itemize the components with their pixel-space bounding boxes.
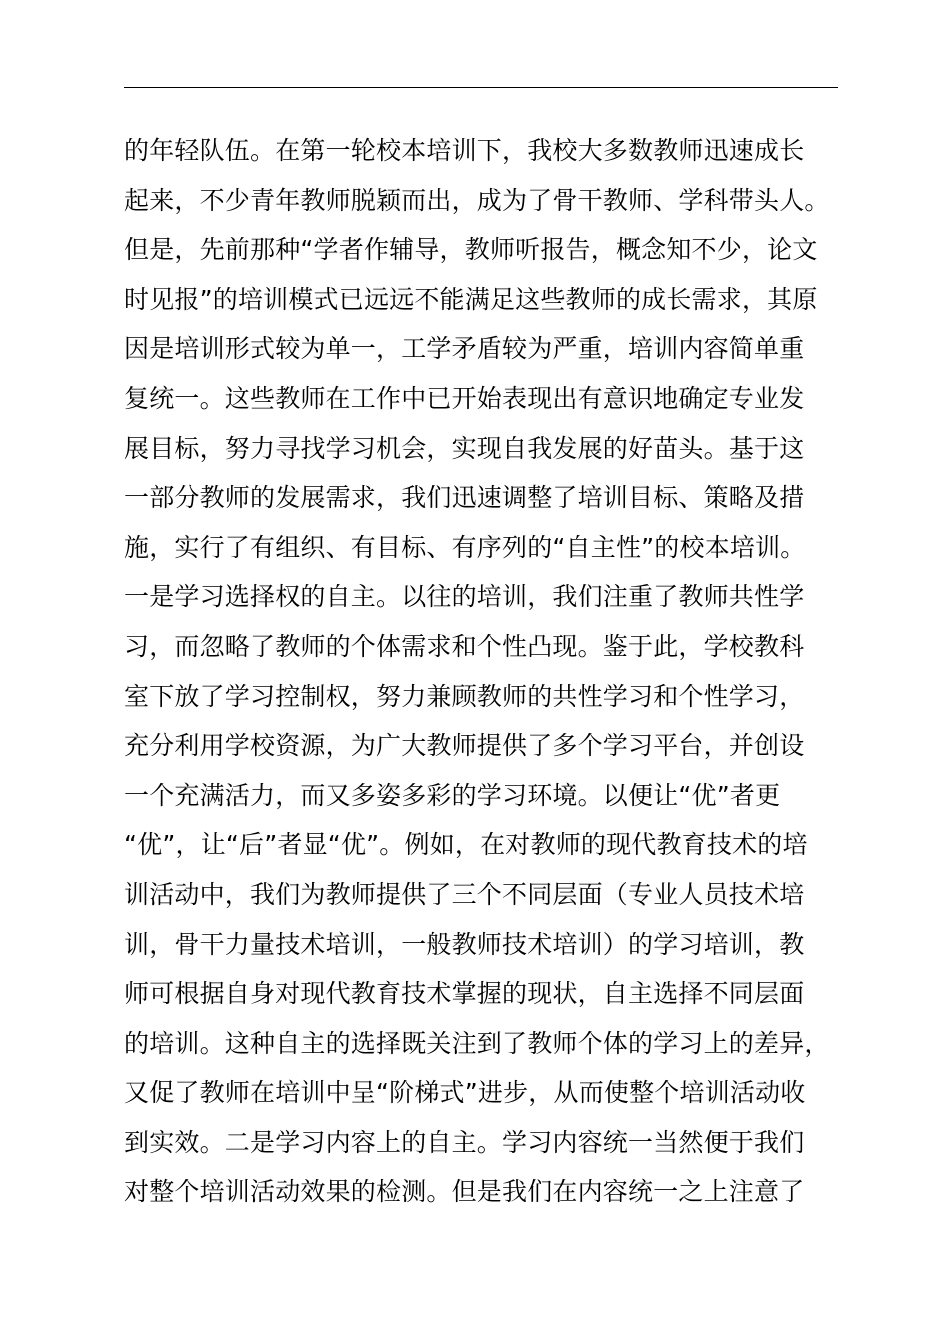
text-line: 一是学习选择权的自主。以往的培训，我们注重了教师共性学 (124, 582, 805, 612)
text-line: 充分利用学校资源，为广大教师提供了多个学习平台，并创设 (124, 731, 805, 761)
text-line: “优”，让“后”者显“优”。例如，在对教师的现代教育技术的培 (124, 830, 808, 860)
text-line: 展目标，努力寻找学习机会，实现自我发展的好苗头。基于这 (124, 433, 805, 463)
text-line: 因是培训形式较为单一，工学矛盾较为严重，培训内容简单重 (124, 334, 805, 364)
text-line: 习，而忽略了教师的个体需求和个性凸现。鉴于此，学校教科 (124, 631, 805, 661)
text-line: 训活动中，我们为教师提供了三个不同层面（专业人员技术培 (124, 879, 805, 909)
text-line: 训，骨干力量技术培训，一般教师技术培训）的学习培训，教 (124, 929, 805, 959)
text-line: 又促了教师在培训中呈“阶梯式”进步，从而使整个培训活动收 (124, 1078, 806, 1108)
text-line: 室下放了学习控制权，努力兼顾教师的共性学习和个性学习， (124, 681, 805, 711)
text-line: 施，实行了有组织、有目标、有序列的“自主性”的校本培训。 (124, 532, 806, 562)
text-line: 起来，不少青年教师脱颖而出，成为了骨干教师、学科带头人。 (124, 185, 830, 215)
text-line: 师可根据自身对现代教育技术掌握的现状，自主选择不同层面 (124, 979, 805, 1009)
header-rule (124, 87, 838, 88)
text-line: 一个充满活力，而又多姿多彩的学习环境。以便让“优”者更 (124, 780, 781, 810)
text-line: 到实效。二是学习内容上的自主。学习内容统一当然便于我们 (124, 1127, 805, 1157)
text-line: 一部分教师的发展需求，我们迅速调整了培训目标、策略及措 (124, 483, 805, 513)
text-line: 但是，先前那种“学者作辅导，教师听报告，概念知不少，论文 (124, 235, 818, 265)
text-line: 复统一。这些教师在工作中已开始表现出有意识地确定专业发 (124, 383, 805, 413)
text-line: 的培训。这种自主的选择既关注到了教师个体的学习上的差异， (124, 1028, 830, 1058)
body-text (124, 126, 864, 1217)
text-line: 对整个培训活动效果的检测。但是我们在内容统一之上注意了 (124, 1177, 805, 1207)
text-line: 时见报”的培训模式已远远不能满足这些教师的成长需求，其原 (124, 284, 818, 314)
text-line: 的年轻队伍。在第一轮校本培训下，我校大多数教师迅速成长 (124, 136, 805, 165)
